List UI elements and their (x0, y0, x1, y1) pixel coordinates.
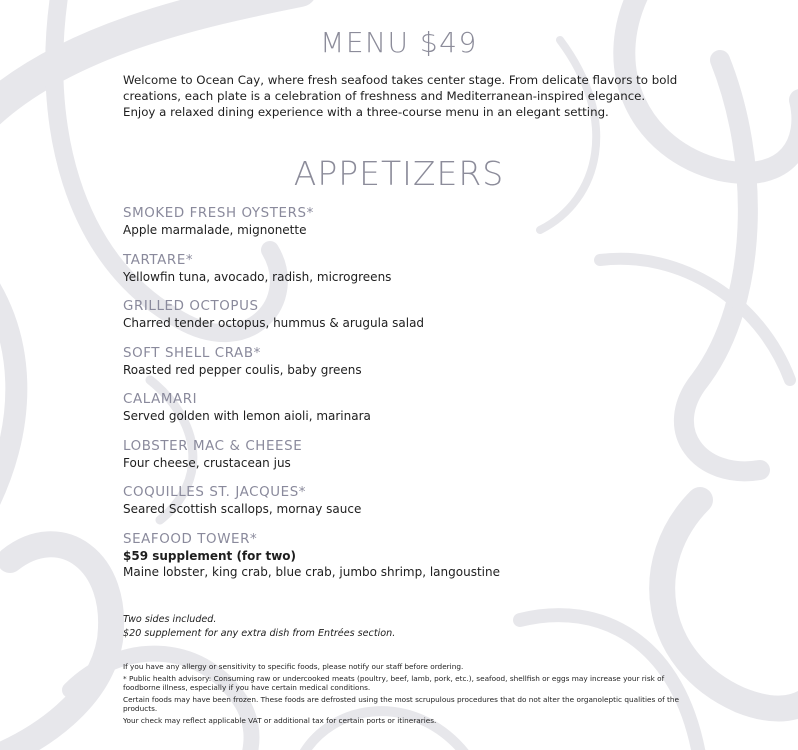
menu-item (123, 205, 683, 238)
item-name: SOFT SHELL CRAB* (123, 345, 261, 361)
item-name: TARTARE* (123, 252, 194, 268)
intro-line: Welcome to Ocean Cay, where fresh seafood takes center stage. From delicate flavors to bold (123, 73, 678, 87)
item-description: Served golden with lemon aioli, marinara (123, 409, 371, 423)
frozen-foods-notice: Certain foods may have been frozen. These foods are defrosted using the most scrupulous procedures that do not alter the organoleptic qualities of the products. (123, 695, 679, 713)
menu-item (123, 298, 683, 331)
appetizer-list (123, 205, 683, 593)
item-name: CALAMARI (123, 392, 198, 407)
item-name: SEAFOOD TOWER* (123, 531, 258, 547)
sides-included-text: Two sides included. (123, 614, 217, 625)
sides-note (123, 613, 683, 641)
intro-line: Enjoy a relaxed dining experience with a three-course menu in an elegant setting. (123, 105, 609, 119)
item-description: Charred tender octopus, hummus & arugula salad (123, 316, 425, 330)
vat-notice: Your check may reflect applicable VAT or additional tax for certain ports or itineraries. (123, 716, 437, 725)
item-description: Seared Scottish scallops, mornay sauce (123, 502, 362, 516)
menu-item (123, 484, 683, 517)
footer-disclaimers (123, 662, 688, 728)
item-name: SMOKED FRESH OYSTERS* (123, 206, 314, 221)
item-description: Maine lobster, king crab, blue crab, jumbo shrimp, langoustine (123, 564, 500, 579)
item-description: Apple marmalade, mignonette (123, 223, 307, 237)
item-name: LOBSTER MAC & CHEESE (123, 438, 303, 454)
menu-item (123, 438, 683, 471)
intro-line: creations, each plate is a celebration of freshness and Mediterranean-inspired elegance. (123, 89, 646, 103)
menu-item (123, 531, 683, 580)
item-supplement: $59 supplement (for two) (123, 548, 297, 563)
menu-item (123, 391, 683, 424)
item-description: Roasted red pepper coulis, baby greens (123, 362, 362, 377)
menu-item (123, 252, 683, 285)
health-advisory: * Public health advisory: Consuming raw or undercooked meats (poultry, beef, lamb, pork, etc.), seafood, shellfish or eggs may increase your risk of foodborne illness, especially if you have certain medical conditions. (123, 674, 665, 692)
item-name: GRILLED OCTOPUS (123, 299, 259, 314)
menu-item (123, 345, 683, 378)
extra-dish-text: $20 supplement for any extra dish from Entrées section. (123, 628, 396, 639)
item-description: Yellowfin tuna, avocado, radish, microgreens (123, 269, 392, 284)
intro-paragraph (123, 72, 683, 120)
allergy-notice: If you have any allergy or sensitivity to specific foods, please notify our staff before ordering. (123, 662, 464, 671)
item-name: COQUILLES ST. JACQUES* (123, 485, 307, 500)
menu-title: MENU $49 (320, 26, 478, 59)
appetizers-heading: APPETIZERS (293, 154, 505, 193)
item-description: Four cheese, crustacean jus (123, 455, 291, 470)
